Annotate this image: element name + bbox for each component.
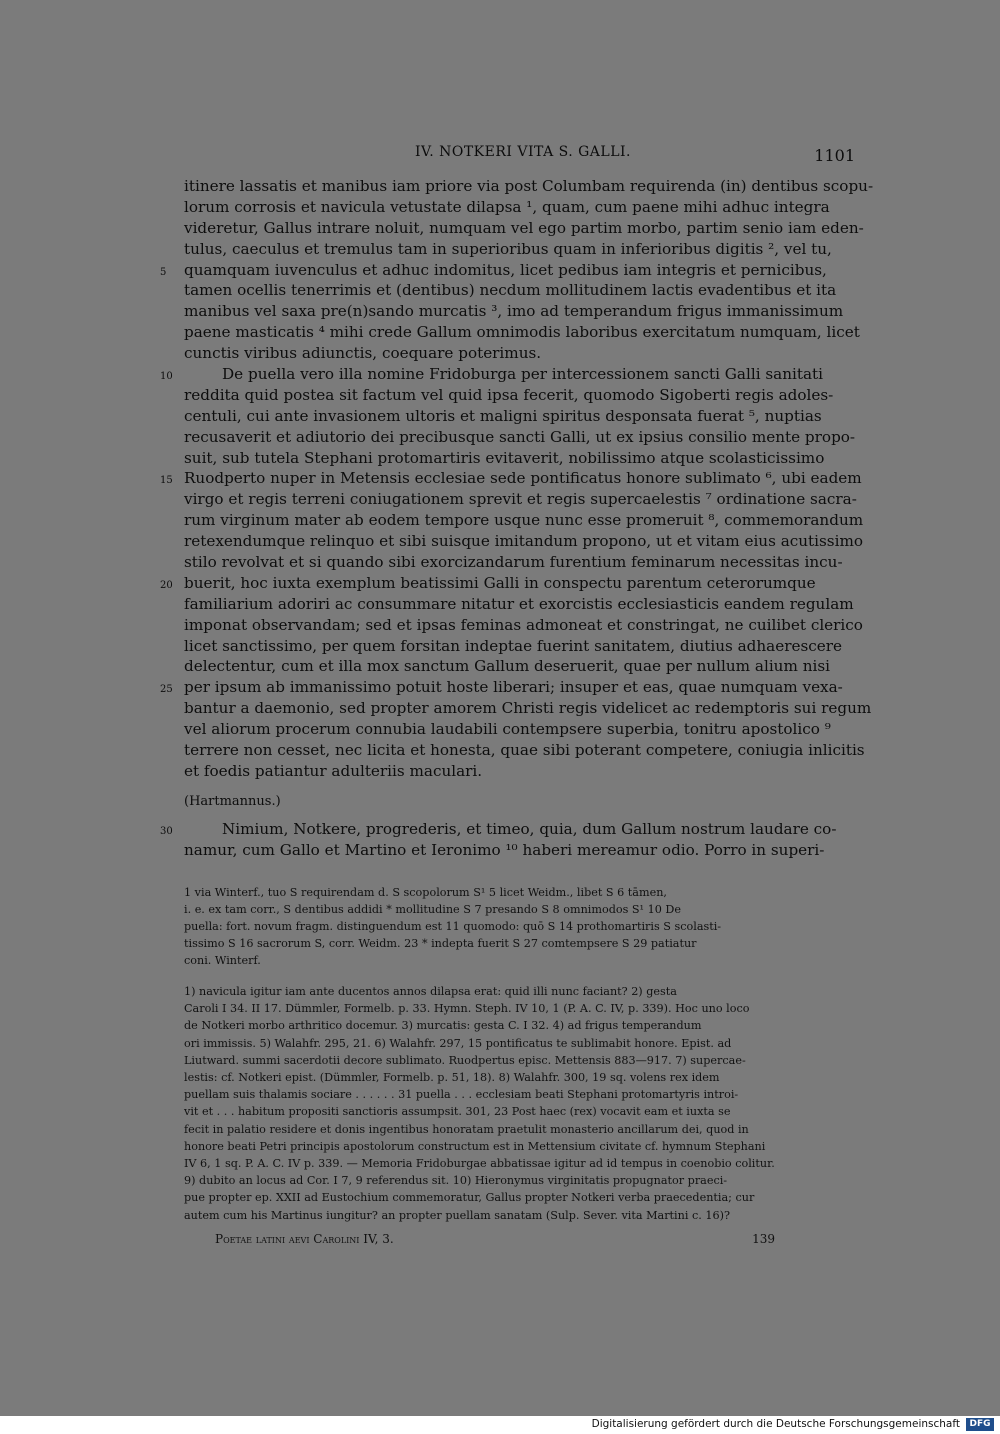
footnote-line: puellam suis thalamis sociare . . . . . . 31 puella . . . ecclesiam beati Stephani protomartyris introi-: [184, 1088, 739, 1102]
running-header: [185, 144, 855, 168]
line-text: delectentur, cum et illa mox sanctum Gallum deseruerit, quae per nullum alium nisi: [184, 657, 830, 676]
line-text: De puella vero illa nomine Fridoburga per intercessionem sancti Galli sanitati: [222, 365, 823, 384]
running-title: IV. NOTKERI VITA S. GALLI.: [415, 144, 631, 160]
critical-apparatus: [184, 884, 856, 969]
line-text: licet sanctissimo, per quem forsitan indeptae fuerint sanitatem, diutius adhaerescere: [184, 636, 843, 655]
line-text: centuli, cui ante invasionem ultoris et maligni spiritus desponsata fuerat ⁵, nuptias: [184, 406, 822, 425]
footnote-line: 9) dubito an locus ad Cor. I 7, 9 referendus sit. 10) Hieronymus virginitatis propugnator praeci-: [184, 1174, 728, 1188]
text-line: [184, 656, 856, 677]
line-text: familiarium adoriri ac consummare nitatur et exorcistis ecclesiasticis eandem regulam: [184, 594, 854, 613]
text-line: [184, 427, 856, 448]
line-text: rum virginum mater ab eodem tempore usque nunc esse promeruit ⁸, commemorandum: [184, 511, 864, 530]
main-text: [160, 176, 874, 861]
text-line: [160, 573, 856, 594]
footnote-line: lestis: cf. Notkeri epist. (Dümmler, Formelb. p. 51, 18). 8) Walahfr. 300, 19 sq. volens rex idem: [184, 1071, 720, 1085]
footnotes: [184, 983, 856, 1224]
text-line: [160, 260, 856, 281]
text-line: [160, 468, 862, 489]
line-number: 15: [160, 475, 173, 487]
line-text: itinere lassatis et manibus iam priore via post Columbam requirenda (in) dentibus scopu-: [184, 177, 874, 195]
line-text: tamen ocellis tenerrimis et (dentibus) necdum mollitudinem lactis evadentibus et ita: [184, 281, 837, 300]
text-line: [184, 840, 856, 861]
line-text: virgo et regis terreni coniugationem sprevit et regis supercaelestis ⁷ ordinatione sacra-: [184, 490, 857, 509]
line-text: stilo revolvat et si quando sibi exorcizandarum furentium feminarum necessitas incu-: [184, 553, 843, 572]
text-line: [184, 510, 864, 531]
line-number: 30: [160, 825, 173, 837]
line-text: paene masticatis ⁴ mihi crede Gallum omnimodis laboribus exercitatum numquam, licet: [184, 323, 860, 342]
dfg-logo: DFG: [966, 1418, 994, 1431]
line-text: cunctis viribus adiunctis, coequare poterimus.: [184, 344, 542, 363]
text-line: [184, 698, 872, 719]
line-text: buerit, hoc iuxta exemplum beatissimi Galli in conspectu parentum ceterorumque: [184, 573, 816, 592]
text-line: [184, 218, 864, 239]
footnote-line: fecit in palatio residere et donis ingentibus honoratam praetulit monasterio ancillarum dei, quod in: [184, 1122, 749, 1136]
text-line: [184, 740, 865, 761]
line-number: 20: [160, 579, 173, 591]
apparatus-line: puella: fort. novum fragm. distinguendum est 11 quomodo: quō S 14 prothomartiris S scolasti-: [184, 920, 722, 933]
apparatus-line: i. e. ex tam corr., S dentibus addidi * mollitudine S 7 presando S 8 omnimodos S¹ 10 De: [184, 903, 681, 916]
line-text: Nimium, Notkere, progrederis, et timeo, quia, dum Gallum nostrum laudare co-: [222, 819, 837, 838]
line-text: et foedis patiantur adulteriis maculari.: [184, 761, 483, 780]
line-text: reddita quid postea sit factum vel quid ipsa fecerit, quomodo Sigoberti regis adoles-: [184, 385, 834, 404]
text-line: [184, 761, 856, 782]
text-line: [184, 636, 856, 657]
text-line: [184, 280, 856, 301]
text-line: [184, 197, 856, 218]
signature-mark: 139: [752, 1232, 775, 1246]
line-text: Ruodperto nuper in Metensis ecclesiae sede pontificatus honore sublimato ⁶, ubi eadem: [184, 469, 862, 488]
line-text: lorum corrosis et navicula vetustate dilapsa ¹, quam, cum paene mihi adhuc integra: [184, 197, 830, 216]
footnote-line: 1) navicula igitur iam ante ducentos annos dilapsa erat: quid illi nunc faciant? 2) gesta: [184, 985, 677, 998]
footnote-line: ori immissis. 5) Walahfr. 295, 21. 6) Walahfr. 297, 15 pontificatus te sublimabit honore. Epist. ad: [184, 1036, 732, 1050]
footnote-line: vit et . . . habitum propositi sanctioris assumpsit. 301, 23 Post haec (rex) vocavit eam et iuxta se: [184, 1105, 731, 1119]
line-text: suit, sub tutela Stephani protomartiris evitaverit, nobilissimo atque scolasticissimo: [184, 448, 825, 467]
footnote-line: Caroli I 34. II 17. Dümmler, Formelb. p. 33. Hymn. Steph. IV 10, 1 (P. A. C. IV, p. 339). Hoc uno loco: [184, 1002, 750, 1016]
line-text: quamquam iuvenculus et adhuc indomitus, licet pedibus iam integris et pernicibus,: [184, 260, 827, 279]
footnote-line: Liutward. summi sacerdotii decore sublimato. Ruodpertus episc. Mettensis 883—917. 7) supercae-: [184, 1053, 746, 1067]
text-line: [184, 552, 856, 573]
text-line: [184, 301, 856, 322]
line-text: bantur a daemonio, sed propter amorem Christi regis videlicet ac redemptoris sui regum: [184, 699, 872, 718]
line-number: 10: [160, 371, 173, 383]
text-line: [184, 322, 860, 343]
text-line: [184, 531, 863, 552]
apparatus-line: tissimo S 16 sacrorum S, corr. Weidm. 23 * indepta fuerit S 27 comtempsere S 29 patiatur: [184, 937, 697, 950]
text-line: [160, 819, 856, 840]
text-line: [184, 239, 856, 260]
line-text: tulus, caeculus et tremulus tam in superioribus quam in inferioribus digitis ², vel tu,: [184, 239, 832, 258]
speaker-label: (Hartmannus.): [184, 793, 281, 809]
page-footer: [215, 1232, 775, 1246]
line-text: terrere non cesset, nec licita et honesta, quae sibi poterant competere, coniugia inlicitis: [184, 741, 865, 760]
footnote-line: pue propter ep. XXII ad Eustochium commemoratur, Gallus propter Notkeri verba praecedentia; cur: [184, 1191, 755, 1205]
text-line: [184, 448, 856, 469]
line-text: videretur, Gallus intrare noluit, numquam vel ego partim morbo, partim senio iam eden-: [184, 218, 864, 237]
line-text: recusaverit et adiutorio dei precibusque sancti Galli, ut ex ipsius consilio mente propo-: [184, 427, 856, 446]
text-line: [184, 719, 856, 740]
page-number: 1101: [814, 146, 855, 165]
line-text: imponat observandam; sed et ipsas feminas admoneat et constringat, ne cuilibet clerico: [184, 615, 863, 634]
apparatus-line: 1 via Winterf., tuo S requirendam d. S scopolorum S¹ 5 licet Weidm., libet S 6 tāmen,: [184, 886, 667, 899]
footnote-line: honore beati Petri principis apostolorum constructum est in Mettensium civitate cf. hymnum Stephani: [184, 1139, 766, 1153]
text-line: [160, 364, 856, 385]
text-line: [184, 385, 856, 406]
footnote-line: de Notkeri morbo arthritico docemur. 3) murcatis: gesta C. I 32. 4) ad frigus temperandum: [184, 1019, 702, 1033]
line-text: namur, cum Gallo et Martino et Ieronimo ¹⁰ haberi mereamur odio. Porro in superi-: [184, 840, 825, 859]
text-line: [184, 615, 863, 636]
line-text: manibus vel saxa pre(n)sando murcatis ³, imo ad temperandum frigus immanissimum: [184, 302, 844, 321]
line-number: 5: [160, 266, 167, 278]
line-number: 25: [160, 684, 173, 696]
footnote-line: IV 6, 1 sq. P. A. C. IV p. 339. — Memoria Fridoburgae abbatissae igitur ad id tempus in coenobio colitur.: [184, 1157, 775, 1171]
text-line: [184, 594, 856, 615]
text-line: [184, 343, 856, 364]
text-line: [184, 406, 856, 427]
line-text: per ipsum ab immanissimo potuit hoste liberari; insuper et eas, quae numquam vexa-: [184, 678, 843, 697]
line-text: vel aliorum procerum connubia laudabili contempsere superbia, tonitru apostolico ⁹: [184, 720, 831, 739]
text-line: [184, 489, 856, 510]
dfg-credit: Digitalisierung gefördert durch die Deutsche Forschungsgemeinschaft: [591, 1418, 960, 1430]
apparatus-line: coni. Winterf.: [184, 954, 261, 967]
series-title: Poetae latini aevi Carolini IV, 3.: [215, 1232, 394, 1246]
text-line: [160, 677, 856, 698]
footnote-line: autem cum his Martinus iungitur? an propter puellam sanatam (Sulp. Sever. vita Martini c. 16)?: [184, 1208, 730, 1222]
line-text: retexendumque relinquo et sibi suisque imitandum propono, ut et vitam eius acutissimo: [184, 532, 863, 551]
text-line: [184, 176, 874, 197]
